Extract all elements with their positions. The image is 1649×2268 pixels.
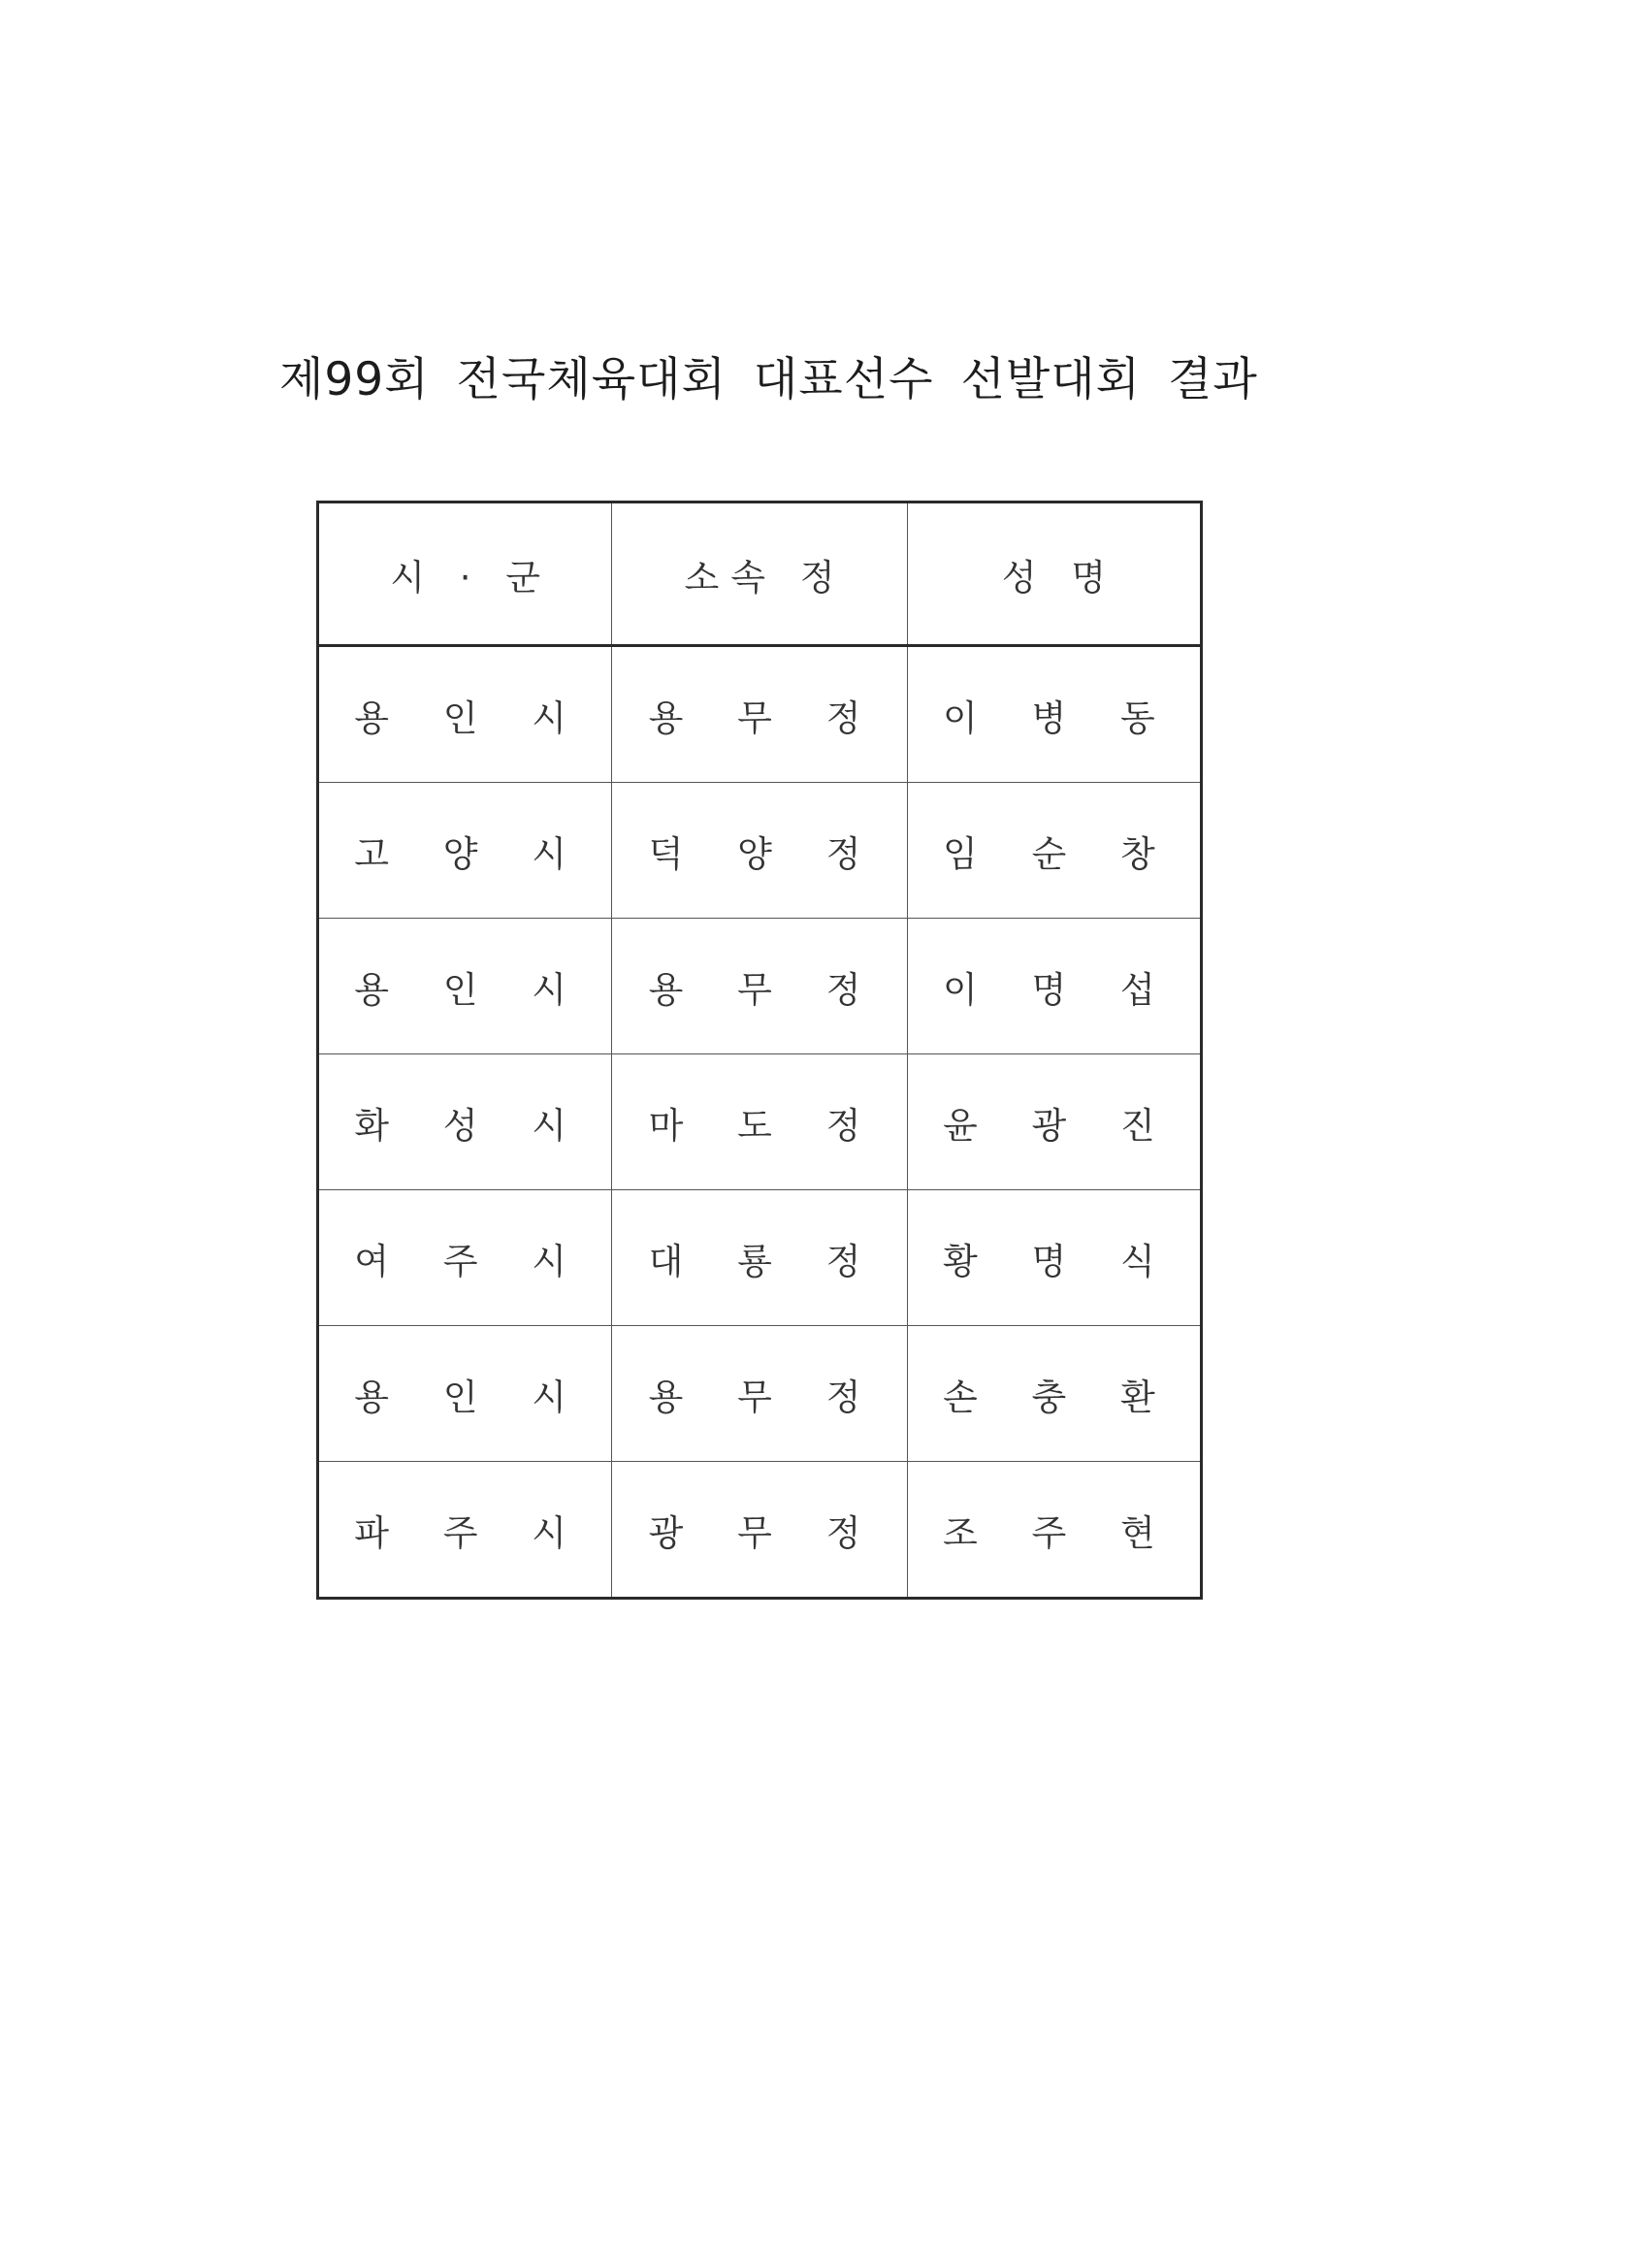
cell-name: 손 충 환 xyxy=(907,1326,1201,1462)
cell-club: 용 무 정 xyxy=(612,1326,907,1462)
cell-club: 용 무 정 xyxy=(612,646,907,783)
cell-region: 여 주 시 xyxy=(318,1190,612,1326)
cell-region: 용 인 시 xyxy=(318,919,612,1054)
table-row xyxy=(318,1190,1202,1326)
cell-name: 이 병 동 xyxy=(907,646,1201,783)
header-name: 성 명 xyxy=(907,502,1201,646)
cell-club: 용 무 정 xyxy=(612,919,907,1054)
cell-club: 덕 양 정 xyxy=(612,783,907,919)
cell-name: 임 순 창 xyxy=(907,783,1201,919)
table-row xyxy=(318,1462,1202,1599)
document-title: 제99회 전국체육대회 대표선수 선발대회 결과 xyxy=(279,353,1258,406)
header-region: 시 · 군 xyxy=(318,502,612,646)
cell-club: 대 룡 정 xyxy=(612,1190,907,1326)
cell-region: 파 주 시 xyxy=(318,1462,612,1599)
cell-region: 용 인 시 xyxy=(318,1326,612,1462)
cell-name: 조 주 현 xyxy=(907,1462,1201,1599)
table-row xyxy=(318,646,1202,783)
cell-club: 광 무 정 xyxy=(612,1462,907,1599)
table-body xyxy=(318,646,1202,1599)
table-row xyxy=(318,1326,1202,1462)
table-row xyxy=(318,783,1202,919)
header-club: 소속 정 xyxy=(612,502,907,646)
cell-club: 마 도 정 xyxy=(612,1054,907,1190)
cell-region: 용 인 시 xyxy=(318,646,612,783)
table-row xyxy=(318,1054,1202,1190)
results-table xyxy=(316,501,1203,1600)
cell-region: 화 성 시 xyxy=(318,1054,612,1190)
cell-name: 이 명 섭 xyxy=(907,919,1201,1054)
table-row xyxy=(318,919,1202,1054)
cell-region: 고 양 시 xyxy=(318,783,612,919)
cell-name: 윤 광 진 xyxy=(907,1054,1201,1190)
header-row xyxy=(318,502,1202,646)
cell-name: 황 명 식 xyxy=(907,1190,1201,1326)
table-header xyxy=(318,502,1202,646)
